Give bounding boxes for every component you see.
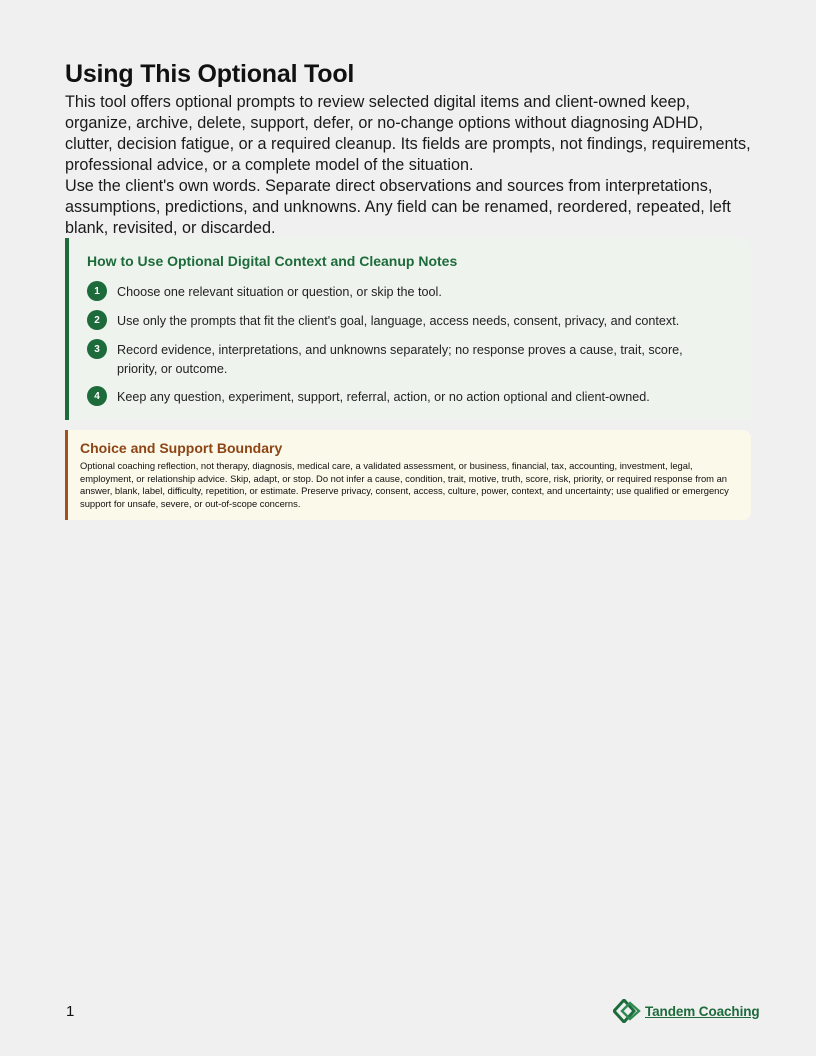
boundary-text: Optional coaching reflection, not therapy, diagnosis, medical care, a validated assessment, or business, financial, tax, accounting, investment, legal, employment, or relationship advice. Skip, adapt, or stop. Do not infer a cause, condition, trait, motive, truth, score, risk, priority, or required response from an answer, blank, label, difficulty, repetition, or estimate. Preserve privacy, consent, access, culture, power, context, and uncertainty; use qualified or emergency support for unsafe, severe, or out-of-scope concerns. — [80, 460, 729, 510]
brand-name: Tandem Coaching — [645, 1003, 760, 1019]
step-text: Keep any question, experiment, support, referral, action, or no action optional and client-owned. — [117, 390, 650, 404]
how-to-use-panel — [65, 238, 751, 420]
step-text: Record evidence, interpretations, and unknowns separately; no response proves a cause, trait, score, priority, or outcome. — [117, 343, 683, 376]
tandem-diamond-logo-icon — [613, 999, 641, 1023]
step-number-badge: 3 — [87, 339, 107, 359]
step-number-badge: 1 — [87, 281, 107, 301]
intro-text — [65, 92, 755, 239]
intro-paragraph: Use the client's own words. Separate direct observations and sources from interpretations, assumptions, predictions, and unknowns. Any field can be renamed, reordered, repeated, left blank, revisited, or discarded. — [65, 177, 731, 237]
page-number: 1 — [66, 1003, 75, 1020]
choice-support-boundary-panel — [65, 430, 751, 520]
step-text: Choose one relevant situation or question, or skip the tool. — [117, 285, 442, 299]
step-number-badge: 4 — [87, 386, 107, 406]
boundary-title: Choice and Support Boundary — [80, 440, 283, 456]
step-number-badge: 2 — [87, 310, 107, 330]
intro-paragraph: This tool offers optional prompts to review selected digital items and client-owned keep, organize, archive, delete, support, defer, or no-change options without diagnosing ADHD, clutter, decision fatigue, or a required cleanup. Its fields are prompts, not findings, requirements, professional advice, or a complete model of the situation. — [65, 93, 751, 174]
step-text: Use only the prompts that fit the client's goal, language, access needs, consent, privacy, and context. — [117, 314, 680, 328]
brand-logo — [613, 999, 760, 1023]
how-to-title: How to Use Optional Digital Context and Cleanup Notes — [87, 253, 458, 269]
page-title: Using This Optional Tool — [65, 60, 355, 88]
